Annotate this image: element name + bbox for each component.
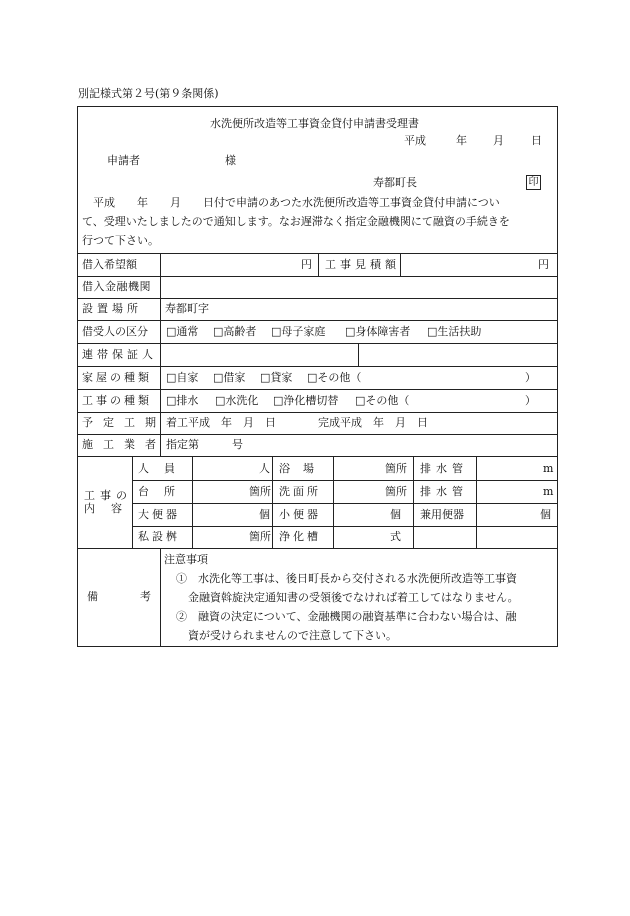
wc-label-kitchen: 台所 bbox=[138, 485, 190, 498]
loan-desired-label bbox=[82, 259, 154, 270]
house-type-label: 家屋の種類 bbox=[82, 371, 152, 384]
notice-line-2: て、受理いたしましたので通知します。なお遅滞なく指定金融機関にて融資の手続きを bbox=[82, 215, 510, 228]
wc-unit: 個 bbox=[259, 508, 270, 521]
house-option-rented[interactable]: □借家 bbox=[213, 371, 246, 384]
rule bbox=[132, 526, 558, 527]
form-number: 別記様式第２号(第９条関係) bbox=[78, 87, 219, 100]
date-era: 平成 bbox=[404, 134, 426, 147]
work-option-other[interactable]: □その他（ bbox=[355, 394, 410, 407]
rule bbox=[77, 412, 558, 413]
schedule-finish: 完成平成 年 月 日 bbox=[318, 416, 428, 429]
date-month-unit: 月 bbox=[493, 134, 504, 147]
wc-label-private-basin: 私設桝 bbox=[138, 530, 180, 543]
remarks-item-1-line-2: 金融資斡旋決定通知書の受領後でなければ着工してはなりません。 bbox=[188, 591, 519, 604]
work-option-close: ） bbox=[525, 394, 536, 407]
rule bbox=[132, 503, 558, 504]
wc-unit: 人 bbox=[259, 462, 270, 475]
rule bbox=[77, 456, 558, 457]
rule bbox=[333, 456, 334, 548]
rule bbox=[77, 343, 558, 344]
rule bbox=[413, 456, 414, 548]
work-option-septic[interactable]: □浄化槽切替 bbox=[273, 394, 339, 407]
borrower-category-label: 借受人の区分 bbox=[82, 325, 148, 338]
rule bbox=[77, 366, 558, 367]
installation-site-value: 寿都町字 bbox=[165, 302, 209, 315]
schedule-start: 着工平成 年 月 日 bbox=[166, 416, 276, 429]
date-day-unit: 日 bbox=[531, 134, 542, 147]
rule bbox=[272, 456, 273, 548]
form-title: 水洗便所改造等工事資金貸付申請書受理書 bbox=[210, 117, 419, 130]
remarks-label: 備考 bbox=[87, 590, 193, 603]
rule bbox=[77, 276, 558, 277]
wc-label-toilet: 大便器 bbox=[138, 508, 180, 521]
wc-unit: 箇所 bbox=[385, 462, 407, 475]
lender-label: 借入金融機関 bbox=[82, 280, 151, 293]
wc-label-urinal: 小便器 bbox=[279, 508, 321, 521]
work-option-flush[interactable]: □水洗化 bbox=[215, 394, 259, 407]
applicant-label: 申請者 bbox=[107, 154, 140, 167]
rule bbox=[318, 253, 319, 276]
house-option-own[interactable]: □自家 bbox=[166, 371, 199, 384]
wc-unit: 個 bbox=[540, 508, 551, 521]
rule bbox=[476, 456, 477, 548]
wc-label-combined-toilet: 兼用便器 bbox=[420, 508, 464, 521]
wc-label-drainpipe: 排水管 bbox=[420, 462, 468, 475]
date-year-unit: 年 bbox=[456, 134, 467, 147]
rule bbox=[77, 548, 558, 549]
wc-unit: 個 bbox=[390, 508, 401, 521]
construction-estimate-unit: 円 bbox=[538, 258, 549, 271]
work-contents-label-1: 工事の bbox=[84, 489, 132, 502]
installation-site-label: 設置場所 bbox=[82, 302, 142, 315]
loan-desired-unit: 円 bbox=[301, 258, 312, 271]
wc-unit: 箇所 bbox=[249, 530, 271, 543]
remarks-item-2-line-1: ② 融資の決定について、金融機関の融資基準に合わない場合は、融 bbox=[176, 610, 517, 623]
wc-label-occupants: 人員 bbox=[138, 462, 190, 475]
rule bbox=[192, 456, 193, 548]
rule bbox=[358, 343, 359, 366]
schedule-label: 予定工期 bbox=[82, 416, 166, 429]
wc-unit: 箇所 bbox=[249, 485, 271, 498]
rule bbox=[132, 480, 558, 481]
label-text: 借入希望額 bbox=[82, 258, 137, 271]
guarantor-label: 連帯保証人 bbox=[82, 348, 157, 361]
borrower-option-elderly[interactable]: □高齢者 bbox=[213, 325, 257, 338]
wc-unit: m bbox=[543, 485, 554, 498]
borrower-option-welfare[interactable]: □生活扶助 bbox=[427, 325, 482, 338]
contractor-label: 施工業者 bbox=[82, 438, 166, 451]
wc-label-drainpipe: 排水管 bbox=[420, 485, 468, 498]
remarks-heading: 注意事項 bbox=[164, 553, 208, 566]
borrower-option-single-mother[interactable]: □母子家庭 bbox=[271, 325, 326, 338]
wc-label-washroom: 洗面所 bbox=[279, 485, 321, 498]
seal-mark: 印 bbox=[526, 175, 541, 190]
borrower-option-normal[interactable]: □通常 bbox=[166, 325, 199, 338]
rule bbox=[400, 253, 401, 276]
house-option-leased[interactable]: □貸家 bbox=[260, 371, 293, 384]
wc-unit: 箇所 bbox=[385, 485, 407, 498]
wc-unit: 式 bbox=[390, 530, 401, 543]
notice-line-3: 行つて下さい。 bbox=[82, 234, 159, 247]
rule bbox=[77, 389, 558, 390]
remarks-item-1-line-1: ① 水洗化等工事は、後日町長から交付される水洗便所改造等工事資 bbox=[176, 572, 517, 585]
rule bbox=[77, 320, 558, 321]
work-option-drainage[interactable]: □排水 bbox=[166, 394, 199, 407]
issuer-name: 寿都町長 bbox=[373, 176, 417, 189]
remarks-item-2-line-2: 資が受けられませんので注意して下さい。 bbox=[188, 629, 397, 642]
applicant-honorific: 様 bbox=[225, 154, 236, 167]
construction-estimate-label: 工事見積額 bbox=[325, 258, 400, 271]
wc-label-septic-tank: 浄化槽 bbox=[279, 530, 321, 543]
wc-unit: m bbox=[543, 462, 554, 475]
house-option-close: ） bbox=[525, 371, 536, 384]
borrower-option-disabled[interactable]: □身体障害者 bbox=[345, 325, 411, 338]
rule bbox=[77, 434, 558, 435]
wc-label-bath: 浴場 bbox=[279, 462, 327, 475]
contractor-value: 指定第 号 bbox=[166, 438, 243, 451]
house-option-other[interactable]: □その他（ bbox=[307, 371, 362, 384]
rule bbox=[77, 298, 558, 299]
notice-line-1: 平成 年 月 日付で申請のあつた水洗便所改造等工事資金貸付申請につい bbox=[93, 196, 500, 209]
work-type-label: 工事の種類 bbox=[82, 394, 152, 407]
work-contents-label-2: 内容 bbox=[84, 502, 138, 515]
